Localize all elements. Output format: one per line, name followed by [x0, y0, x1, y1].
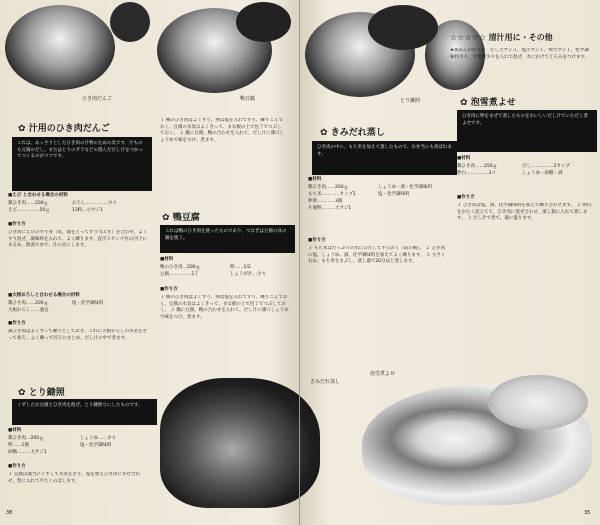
ingredient-2-2: 卵……1/2 — [230, 265, 251, 270]
ingredient-3-3: しょうゆ……少々 — [80, 436, 116, 441]
ingredient-r2-2: だし……………2カップ — [522, 164, 570, 169]
ingredients-title-3: ■材料 — [8, 428, 22, 433]
right-page — [300, 0, 600, 525]
page-number-right: 35 — [584, 510, 591, 516]
ingredients-title-1: ■えび と合わせる場合の材料 — [8, 193, 68, 198]
header-right — [450, 32, 553, 43]
flower-icon: ✿ — [18, 388, 26, 398]
ingredient-3-0: 鶏ひき肉…200ｇ — [8, 436, 44, 441]
method-title-3: ■作り方 — [8, 464, 26, 469]
ingredient-2-0: 鴨のひき肉…200ｇ — [160, 265, 201, 270]
method-text-3: １ 豆腐は適当にくずして水気をきり、塩を加えひき肉にまぜ合わせ、型に入れて平たくのばします。 — [8, 472, 140, 484]
variant-ingredient-1: 塩・化学調味料 — [72, 301, 104, 306]
method-title-2: ■作り方 — [160, 287, 178, 292]
intro-box-torisuki: くずしたお豆腐とひき肉を混ぜ、とり鋤照りにしたものです。 — [12, 399, 157, 425]
flower-icon: ✿ — [460, 98, 468, 108]
ingredients-title-r2: ■材料 — [457, 156, 471, 161]
caption-awayuki: 泡雪煮よせ — [370, 371, 396, 377]
ingredients-title-r1: ■材料 — [308, 177, 322, 182]
method-title-1: ■作り方 — [8, 222, 26, 227]
ingredient-r1-2: 卵黄…………3個 — [308, 199, 343, 204]
ingredient-3-4: 塩・化学調味料 — [80, 443, 112, 448]
ingredients-title-2: ■材料 — [160, 257, 174, 262]
photo-bowl-lid — [368, 5, 438, 50]
photo-lid-2 — [236, 2, 291, 42]
caption-torisuki: とり鋤照 — [400, 98, 421, 104]
variant-ingredient-2: 大根おろし……適宜 — [8, 308, 49, 313]
ingredient-r1-5: 塩・化学調味料 — [378, 192, 410, 197]
intro-box-awayuki: ひき肉に卵をまぜて蒸したものをおいしいだし汁でいただく煮よせです。 — [457, 110, 597, 152]
ingredient-r1-1: もち米…………カップ1 — [308, 192, 356, 197]
ingredient-1-2: おろし……………少々 — [72, 201, 117, 206]
variant-method-title: ■作り方 — [8, 321, 26, 326]
caption-kamodofu: 鴨豆腐 — [240, 96, 256, 102]
ingredient-r1-3: 片栗粉………大サジ1 — [308, 206, 352, 211]
intro-box-shiru-dango: これは、あっさりとしたひき肉の汁物のための具です。汁ものも豆腐のだし、またはとりのガラなどの澄んだだし汁をつかってつくるのがコツです。 — [12, 137, 152, 191]
ingredient-r1-4: しょうゆ・酒・化学調味料 — [378, 185, 432, 190]
variant-method-text: 鶏ひき肉はよくすって練りとしておき、これに大根おろしの水気をきって加え、よく練って団子にまとめ、だし汁の中で煮ます。 — [8, 329, 148, 341]
method-text-1: ひき肉にえびのすり身（皮、頭をとってすりつぶす）を合わせ、よくすり混ぜ、調味料を入れて、よく練ります。直径２センチ位の団子にまるめ、熱湯でゆで、汁の具にします。 — [8, 230, 148, 248]
intro-box-kimidare: ひき肉の中に、もち米を加えて蒸したもので、お弁当にも喜ばれます。 — [312, 141, 457, 175]
flower-icon: ✿ — [18, 124, 26, 134]
photo-torisuki — [160, 378, 320, 508]
method-text-r1: １ もち米はたっぷりの水にひたして半日おく（前の晩）。 ２ ひき肉に塩、しょうゆ、酒、化学調味料を加えてよく練ります。 ３ 小さく丸め、もち米をまぶし、蒸し器で20分ほど蒸します。 — [308, 246, 446, 264]
section-title-torisuki: ✿ とり鋤照 — [18, 388, 65, 398]
section-title-kamodofu: ✿ 鴨豆腐 — [162, 213, 200, 223]
ingredient-2-3: しょうが汁…少々 — [230, 272, 266, 277]
header-intro: ★鶏あんの作り方 だし大サジ３、塩小サジ１、卵大サジ１、化学調味料少々、片栗粉少々を入れて混ぜ、火にかけてとろみをつけます。 — [450, 48, 590, 60]
caption-hikiniku-dango: ひき肉だんご — [82, 96, 113, 102]
caption-kimidare: きみだれ蒸し — [310, 379, 341, 385]
method-title-r1: ■作り方 — [308, 238, 326, 243]
ingredient-r2-0: 鶏ひき肉……250ｇ — [457, 164, 498, 169]
ingredient-1-3: 13粉…小サジ1 — [72, 208, 103, 213]
photo-lid — [110, 2, 150, 42]
method-title-r2: ■作り方 — [457, 195, 475, 200]
page-number-left: 38 — [6, 510, 13, 516]
kamodofu-top-text: １ 鴨のひき肉はよくすり、卵は塩を入れてすり、練りこんでおく。豆腐の水気はよくきって、まな板の上で包丁でつぶしておく。 ２ 鍋に豆腐、鴨の合わせを入れて、だし汁に薄口しょうゆで味をつけ、煮ます。 — [160, 118, 285, 143]
star-icon: ☆☆☆☆☆ — [450, 33, 486, 42]
photo-lid-right — [488, 375, 588, 430]
spine-divider — [299, 0, 300, 525]
ingredient-1-0: 鶏ひき肉……200ｇ — [8, 201, 49, 206]
variant-title: ■大根おろしと合わせる場合の材料 — [8, 293, 80, 298]
ingredient-3-1: 卵……1個 — [8, 443, 29, 448]
method-text-2: １ 鴨のひき肉はよくすり、卵は塩を入れてすり、練りこんでおく。豆腐の水気はよくきって、まな板の上で包丁でつぶしておく。 ２ 鍋に豆腐、鴨の合わせを入れて、だし汁に薄口しょうゆで味をつけ、煮ます。 — [160, 295, 289, 320]
ingredient-r2-3: しょうゆ・砂糖・酒 — [522, 171, 563, 176]
section-title-shiru-dango: ✿ 汁用のひき肉だんご — [18, 124, 110, 134]
intro-box-kamodofu: これは鴨のひき肉を使ったものであり、つなぎは豆腐の具の鍋を使う。 — [160, 225, 295, 253]
ingredient-2-1: 豆腐……………1丁 — [160, 272, 199, 277]
flower-icon: ✿ — [320, 128, 328, 138]
header-title: 清汁用に・その他 — [488, 33, 553, 42]
ingredient-r1-0: 鶏ひき肉……200ｇ — [308, 185, 349, 190]
ingredient-r2-1: 卵白……………3コ — [457, 171, 496, 176]
section-title-awayuki: ✿ 泡雪煮よせ — [460, 98, 516, 108]
ingredient-1-1: えび……………50ｇ — [8, 208, 50, 213]
variant-ingredient-0: 鶏ひき肉……200ｇ — [8, 301, 49, 306]
photo-hikiniku-dango — [5, 5, 115, 90]
flower-icon: ✿ — [162, 213, 170, 223]
ingredient-3-2: 砂糖………大サジ1 — [8, 450, 47, 455]
section-title-kimidare: ✿ きみだれ蒸し — [320, 128, 385, 138]
method-text-r2: １ ひき肉は塩、酒、化学調味料を加えて練り合わせます。 ２ 卵白をかたく泡立てて、ひき肉に混ぜ合わせ、流し箱に入れて蒸します。 ３ だし汁で煮て、器に盛ります。 — [457, 203, 592, 221]
